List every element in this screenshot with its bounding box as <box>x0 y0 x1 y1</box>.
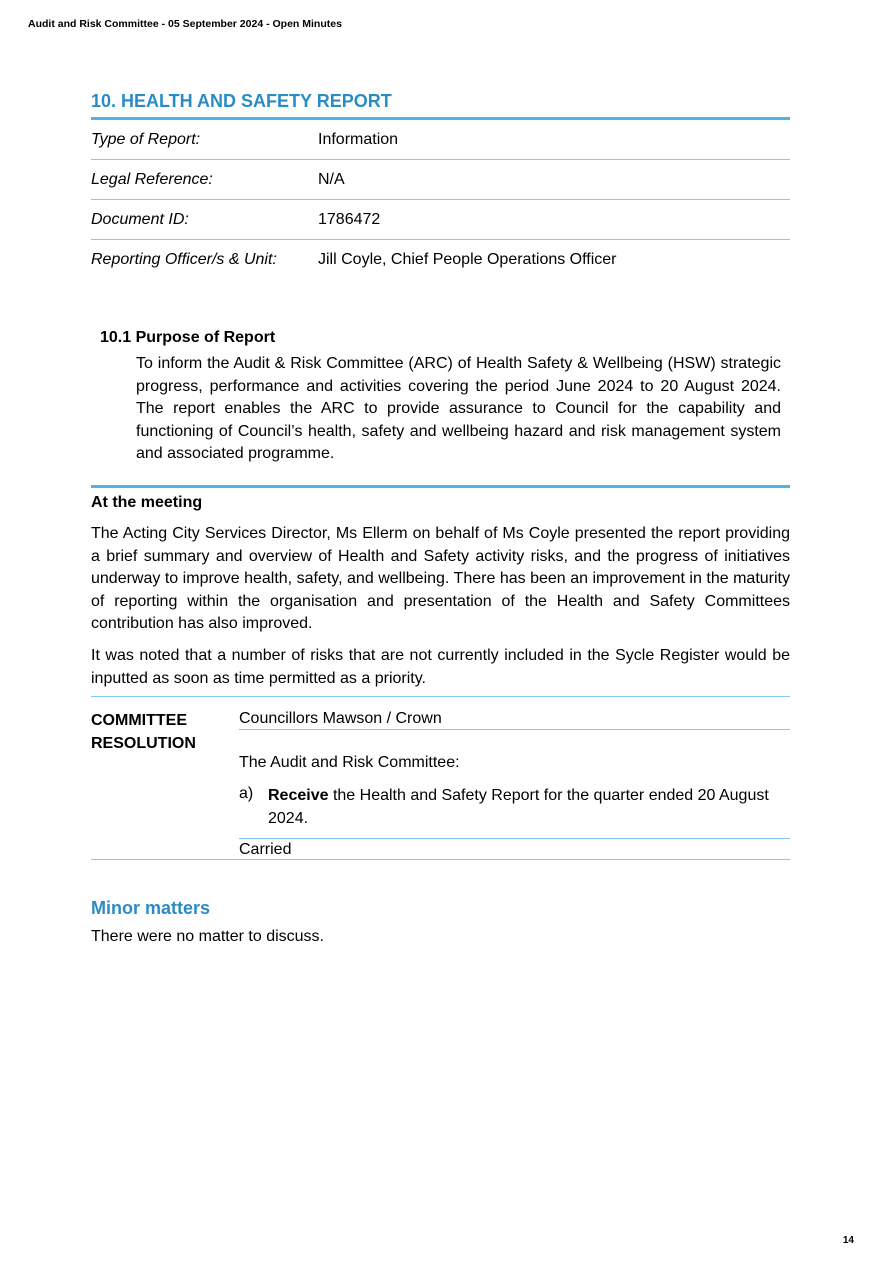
purpose-heading: 10.1 Purpose of Report <box>100 329 276 346</box>
meta-row-officer <box>91 240 790 280</box>
resolution-bottom-rule <box>91 859 790 860</box>
meta-value: 1786472 <box>318 210 381 228</box>
meta-label: Legal Reference: <box>91 170 213 188</box>
resolution-label <box>91 710 196 755</box>
report-title: 10. HEALTH AND SAFETY REPORT <box>91 91 392 111</box>
running-header: Audit and Risk Committee - 05 September 2024 - Open Minutes <box>28 18 342 30</box>
resolution-item-verb: Receive <box>268 787 329 804</box>
meta-row-document-id <box>91 200 790 240</box>
meta-value: Jill Coyle, Chief People Operations Officer <box>318 251 617 268</box>
meta-label: Reporting Officer/s & Unit: <box>91 251 277 268</box>
resolution-outcome: Carried <box>239 841 292 858</box>
resolution-label-line-1: COMMITTEE <box>91 712 187 729</box>
meta-row-legal <box>91 160 790 200</box>
meeting-rule <box>91 485 790 488</box>
meta-row-type <box>91 120 790 160</box>
meta-value: N/A <box>318 170 345 188</box>
meta-label: Document ID: <box>91 210 189 228</box>
meeting-paragraph-1: The Acting City Services Director, Ms Ellerm on behalf of Ms Coyle presented the report providing a brief summary and overview of Health and Safety activity risks, and the progress of initiatives underway to improve health, safety, and wellbeing. There has been an improvement in the maturity of reporting within the organisation and presentation of the Health and Safety Committees contribution has also improved. <box>91 525 790 632</box>
resolution-label-line-2: RESOLUTION <box>91 734 196 752</box>
resolution-item-rest: the Health and Safety Report for the quarter ended 20 August 2024. <box>268 787 769 827</box>
resolution-movers: Councillors Mawson / Crown <box>239 710 442 727</box>
meta-label: Type of Report: <box>91 130 201 148</box>
resolution-intro: The Audit and Risk Committee: <box>239 754 460 771</box>
minor-matters-heading: Minor matters <box>91 898 211 918</box>
meta-value: Information <box>318 130 399 148</box>
resolution-movers-rule <box>239 729 790 730</box>
resolution-item-marker: a) <box>239 785 254 802</box>
resolution-carried-rule <box>239 838 790 839</box>
report-meta-table <box>91 120 790 280</box>
meeting-heading: At the meeting <box>91 494 203 511</box>
meeting-paragraph-2: It was noted that a number of risks that are not currently included in the Sycle Register would be inputted as soon as time permitted as a priority. <box>91 647 790 687</box>
resolution-item-text <box>268 785 790 830</box>
resolution-top-rule <box>91 696 790 697</box>
purpose-body: To inform the Audit & Risk Committee (ARC) of Health Safety & Wellbeing (HSW) strategic progress, performance and activities covering the period June 2024 to 20 August 2024. The report enables the ARC to provide assurance to Council for the capability and functioning of Council’s health, safety and wellbeing hazard and risk management system and associated programme. <box>136 355 781 462</box>
minor-matters-body: There were no matter to discuss. <box>91 928 324 945</box>
page-number: 14 <box>842 1235 854 1246</box>
